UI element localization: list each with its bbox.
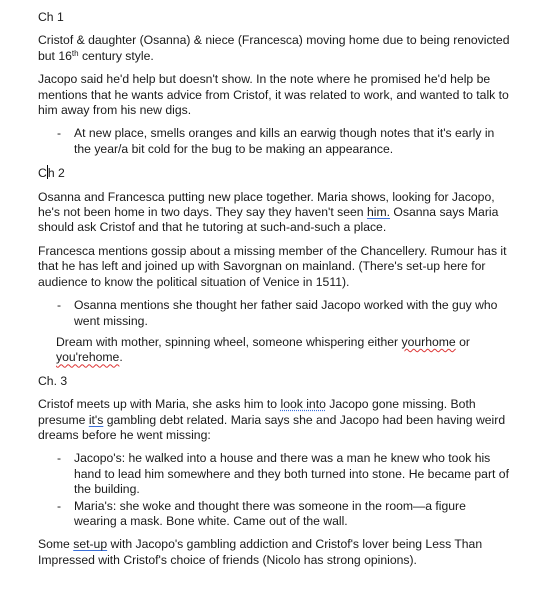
grammar-flag-him[interactable]: him. [366,205,390,220]
superscript: th [71,48,79,58]
list-item [38,298,510,329]
text-run: century style. [78,48,154,63]
text-run: gambling debt related. Maria says she and Jacopo had been having weird dreams before he went missing: [38,412,506,442]
chapter-3-paragraph-2 [38,537,510,568]
spelling-flag-yourhome[interactable]: yourhome [401,334,456,349]
bullet-dash: - [57,451,62,466]
chapter-3-paragraph-1 [38,397,510,443]
text-run: . [119,350,123,365]
chapter-3-bullet-list [38,451,510,529]
text-run: Jacopo gone missing. Both presume [38,397,476,427]
text-run: Osanna says Maria should ask Cristof and that he tutoring at such-and-such a place. [38,205,499,235]
text-run: Osanna and Francesca putting new place together. Maria shows, looking for Jacopo, he's not been home in two days. They say they haven't seen [38,189,495,220]
chapter-2-paragraph-1 [38,190,510,236]
bullet-text: Jacopo's: he walked into a house and there was a man he knew who took his hand to lead him somewhere and they both turned into stone. He became part of the building. [74,451,509,497]
chapter-2-dream-note [56,335,510,366]
chapter-2-heading [38,165,510,181]
text-run: h 2 [47,166,65,181]
spelling-flag-youre-home[interactable]: you'rehome [56,350,120,365]
bullet-dash: - [57,298,62,313]
text-run: with Jacopo's gambling addiction and Cristof's lover being Less Than Impressed with Cristof's choice of friends (Nicolo has strong opinions). [38,537,483,567]
list-item [38,451,510,497]
text-run: Dream with mother, spinning wheel, someone whispering either [56,334,402,349]
chapter-2-paragraph-2: Francesca mentions gossip about a missing member of the Chancellery. Rumour has it that he has left and joined up with Savorgnan on mainland. (There's set-up here for audience to know the political situation of Venice in 1511). [38,243,507,289]
text-run: C [38,166,47,181]
bullet-text: At new place, smells oranges and kills an earwig though notes that it's early in the year/a bit cold for the bug to be making an appearance. [74,126,495,156]
list-item [38,499,510,530]
chapter-1-heading: Ch 1 [38,10,64,24]
text-run: Cristof & daughter (Osanna) & niece (Francesca) moving home due to being renovicted but 16 [38,33,510,63]
bullet-dash: - [57,126,62,141]
chapter-3-heading: Ch. 3 [38,373,68,388]
text-run: or [455,334,470,349]
bullet-text: Osanna mentions she thought her father said Jacopo worked with the guy who went missing. [74,298,498,328]
chapter-1-paragraph-2: Jacopo said he'd help but doesn't show. In the note where he promised he'd help be mentions that he wants advice from Cristof, it was related to work, and wanted to talk to him away from his new digs. [38,72,509,118]
bullet-dash: - [57,498,62,513]
grammar-flag-look-into[interactable]: look into [280,397,326,412]
chapter-2-bullet-list [38,298,510,329]
grammar-flag-its[interactable]: it's [88,412,104,427]
text-run: Cristof meets up with Maria, she asks him to [38,397,281,412]
bullet-text: Maria's: she woke and thought there was someone in the room—a figure wearing a mask. Bone white. Came out of the wall. [74,498,466,528]
text-run: Some [38,537,74,552]
chapter-1-bullet-list [38,126,510,157]
list-item [38,126,510,157]
grammar-flag-set-up[interactable]: set-up [73,537,108,552]
chapter-1-paragraph-1 [38,33,510,64]
